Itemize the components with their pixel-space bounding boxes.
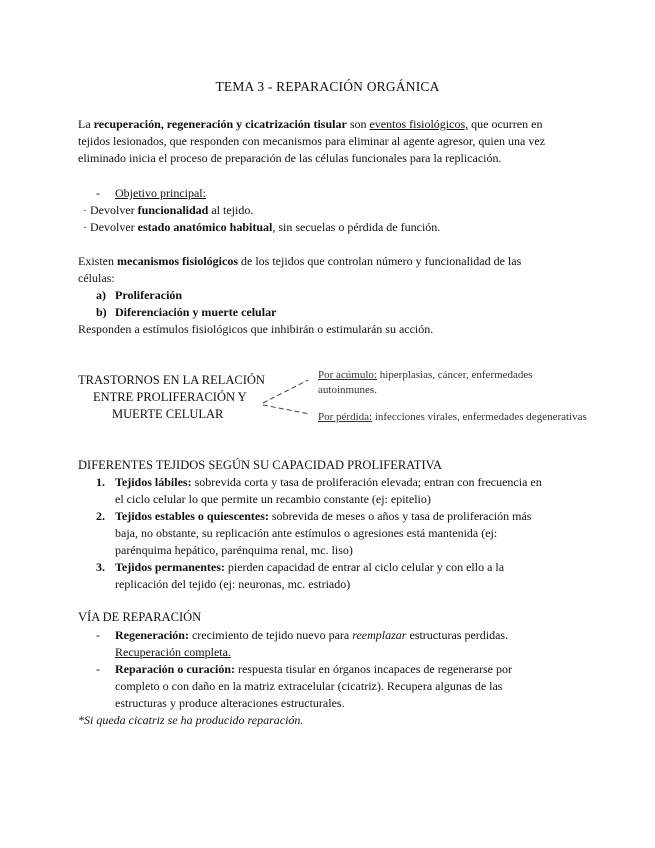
objetivo-dash: - bbox=[96, 186, 100, 200]
via-reparacion-line-3: estructuras y produce alteraciones estructurales. bbox=[115, 696, 345, 710]
mecanismos-note: Responden a estímulos fisiológicos que inhibirán o estimularán su acción. bbox=[78, 322, 434, 336]
list-number: 3. bbox=[96, 560, 105, 574]
via-regeneracion-dash: - bbox=[96, 628, 100, 642]
via-regeneracion-line-2: Recuperación completa. bbox=[115, 645, 231, 659]
via-text: estructuras perdidas. bbox=[406, 628, 509, 642]
intro-line-2: tejidos lesionados, que responden con mecanismos para eliminar al agente agresor, quien una vez bbox=[78, 134, 546, 148]
via-text: crecimiento de tejido nuevo para bbox=[188, 628, 353, 642]
via-reparacion-line-2: completo o con daño en la matriz extracelular (cicatriz). Recupera algunas de las bbox=[115, 679, 503, 693]
intro-bold-terms: recuperación, regeneración y cicatrización tisular bbox=[93, 117, 347, 131]
branch-label: Por acúmulo: bbox=[318, 369, 377, 381]
via-term: Reparación o curación: bbox=[115, 662, 235, 676]
intro-underlined-term: eventos fisiológicos, bbox=[369, 117, 469, 131]
page-title: TEMA 3 - REPARACIÓN ORGÁNICA bbox=[215, 79, 440, 94]
tejidos-item-2-number bbox=[96, 508, 105, 525]
intro-text: son bbox=[346, 117, 370, 131]
tejido-term: Tejidos estables o quiescentes: bbox=[115, 509, 269, 523]
tejido-text: sobrevida de meses o años y tasa de proliferación más bbox=[268, 509, 532, 523]
objetivo-label: Objetivo principal: bbox=[115, 186, 206, 200]
via-regeneracion-line-1 bbox=[115, 627, 508, 644]
list-item-bold: Diferenciación y muerte celular bbox=[115, 305, 277, 319]
intro-line-3: eliminado inicia el proceso de preparación de las células funcionales para la replicación. bbox=[78, 151, 502, 165]
tejido-term: Tejidos permanentes: bbox=[115, 560, 225, 574]
tejidos-item-3-number bbox=[96, 559, 105, 576]
list-marker: b) bbox=[96, 305, 107, 319]
item-text: · Devolver bbox=[83, 220, 138, 234]
trastornos-branch-2 bbox=[318, 409, 587, 426]
tejidos-item-1-line-1 bbox=[115, 474, 542, 491]
branch-text: hiperplasias, cáncer, enfermedades bbox=[376, 369, 533, 381]
via-text: respuesta tisular en órganos incapaces de regenerarse por bbox=[234, 662, 512, 676]
via-reparacion-dash: - bbox=[96, 662, 100, 676]
item-text: , sin secuelas o pérdida de función. bbox=[272, 220, 441, 234]
tejido-text: sobrevida corta y tasa de proliferación elevada; entran con frecuencia en bbox=[191, 475, 542, 489]
item-bold: funcionalidad bbox=[137, 203, 209, 217]
tejidos-item-3-line-2: replicación del tejido (ej: neuronas, mc. estriado) bbox=[115, 577, 351, 591]
mecanismos-line-2: células: bbox=[78, 271, 115, 285]
via-italic: reemplazar bbox=[352, 628, 407, 642]
trastornos-line-2: ENTRE PROLIFERACIÓN Y bbox=[93, 390, 247, 404]
mec-text: Existen bbox=[78, 254, 117, 268]
tejidos-item-3-line-1 bbox=[115, 559, 504, 576]
tejidos-item-1-number bbox=[96, 474, 105, 491]
list-item-bold: Proliferación bbox=[115, 288, 183, 302]
tejidos-heading: DIFERENTES TEJIDOS SEGÚN SU CAPACIDAD PROLIFERATIVA bbox=[78, 458, 443, 472]
tejidos-item-2-line-1 bbox=[115, 508, 531, 525]
tejidos-item-2-line-3: parénquima hepático, parénquima renal, mc. liso) bbox=[115, 543, 353, 557]
tejidos-item-1-line-2: el ciclo celular lo que permite un recambio constante (ej: epitelio) bbox=[115, 492, 431, 506]
item-text: · Devolver bbox=[83, 203, 138, 217]
branch-label: Por pérdida: bbox=[318, 411, 373, 423]
intro-text: que ocurren en bbox=[468, 117, 543, 131]
via-reparacion-line-1 bbox=[115, 661, 512, 678]
tejidos-item-2-line-2: baja, no obstante, su replicación ante estímulos o agresiones está mantenida (ej: bbox=[115, 526, 498, 540]
trastornos-line-1: TRASTORNOS EN LA RELACIÓN bbox=[78, 373, 265, 387]
tejido-text: pierden capacidad de entrar al ciclo celular y con ello a la bbox=[224, 560, 505, 574]
branch-text: infecciones virales, enfermedades degenerativas bbox=[372, 411, 587, 423]
via-term: Regeneración: bbox=[115, 628, 189, 642]
trastornos-line-3: MUERTE CELULAR bbox=[112, 407, 224, 421]
mec-text: de los tejidos que controlan número y funcionalidad de las bbox=[238, 254, 522, 268]
footnote-italic: *Si queda cicatriz se ha producido reparación. bbox=[78, 713, 304, 727]
item-text: al tejido. bbox=[208, 203, 254, 217]
via-footnote bbox=[78, 712, 303, 729]
list-marker: a) bbox=[96, 288, 106, 302]
trastornos-branch-1-cont: autoinmunes. bbox=[318, 384, 377, 396]
list-number: 1. bbox=[96, 475, 105, 489]
tejido-term: Tejidos lábiles: bbox=[115, 475, 192, 489]
via-heading: VÍA DE REPARACIÓN bbox=[78, 610, 202, 624]
intro-text: La bbox=[78, 117, 94, 131]
list-number: 2. bbox=[96, 509, 105, 523]
item-bold: estado anatómico habitual bbox=[137, 220, 273, 234]
mec-bold: mecanismos fisiológicos bbox=[117, 254, 238, 268]
